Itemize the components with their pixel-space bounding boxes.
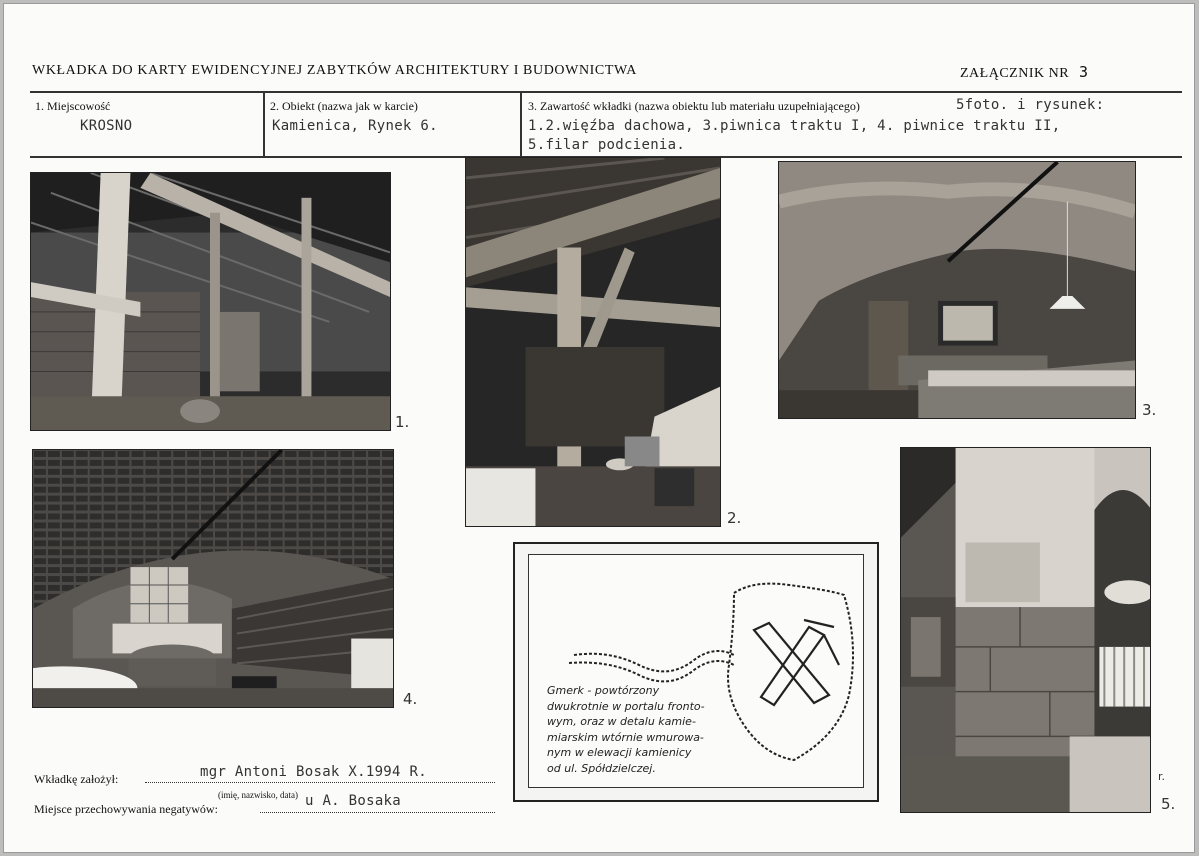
field-divider-2 bbox=[520, 92, 522, 156]
mark-note-line: dwukrotnie w portalu fronto- bbox=[547, 699, 705, 713]
contents-line-2: 1.2.więźba dachowa, 3.piwnica traktu I, 4. piwnice traktu II, bbox=[528, 118, 1061, 134]
photo-vaulted-cellar bbox=[32, 449, 394, 708]
photo-r-marker: r. bbox=[1158, 770, 1166, 783]
annex-label-text: ZAŁĄCZNIK NR bbox=[960, 66, 1070, 81]
photo-arcade-pillar bbox=[900, 447, 1151, 813]
mark-note-line: miarskim wtórnie wmurowa- bbox=[547, 730, 704, 744]
header-rule-top bbox=[30, 91, 1182, 93]
place-label: 1. Miejscowość bbox=[35, 99, 111, 113]
drawing-inner-frame bbox=[528, 554, 864, 788]
document-title: WKŁADKA DO KARTY EWIDENCYJNEJ ZABYTKÓW ARCHITEKTURY I BUDOWNICTWA bbox=[32, 63, 637, 78]
mark-note-line: nym w elewacji kamienicy bbox=[547, 746, 692, 759]
field-divider-1 bbox=[263, 92, 265, 156]
contents-label: 3. Zawartość wkładki (nazwa obiektu lub materiału uzupełniającego) bbox=[528, 99, 860, 113]
object-value: Kamienica, Rynek 6. bbox=[272, 118, 438, 134]
storage-value: u A. Bosaka bbox=[305, 793, 402, 809]
photo-3-number: 3. bbox=[1142, 401, 1157, 419]
photo-4-number: 4. bbox=[403, 690, 418, 708]
author-hint: (imię, nazwisko, data) bbox=[218, 790, 298, 800]
photo-cellar-billiard bbox=[778, 161, 1136, 419]
annex-label bbox=[960, 63, 1089, 82]
photo-roof-truss-2 bbox=[465, 157, 721, 527]
contents-line-1: 5foto. i rysunek: bbox=[956, 97, 1105, 113]
mark-note-line: wym, oraz w detalu kamie- bbox=[547, 715, 696, 728]
masons-mark-drawing bbox=[513, 542, 879, 802]
mark-note bbox=[547, 683, 705, 776]
storage-label: Miejsce przechowywania negatywów: bbox=[34, 802, 218, 816]
storage-dotted-line bbox=[260, 812, 495, 813]
object-label: 2. Obiekt (nazwa jak w karcie) bbox=[270, 99, 418, 113]
author-dotted-line bbox=[145, 782, 495, 783]
annex-number: 3 bbox=[1079, 63, 1089, 81]
photo-roof-truss-1 bbox=[30, 172, 391, 431]
author-value: mgr Antoni Bosak X.1994 R. bbox=[200, 764, 427, 780]
contents-line-3: 5.filar podcienia. bbox=[528, 137, 686, 153]
photo-2-number: 2. bbox=[727, 509, 742, 527]
photo-5-number: 5. bbox=[1161, 795, 1176, 813]
mark-note-line: od ul. Spółdzielczej. bbox=[547, 761, 656, 775]
photo-1-number: 1. bbox=[395, 413, 410, 431]
mark-note-line: Gmerk - powtórzony bbox=[547, 684, 660, 697]
author-label: Wkładkę założył: bbox=[34, 772, 119, 786]
place-value: KROSNO bbox=[80, 118, 133, 134]
